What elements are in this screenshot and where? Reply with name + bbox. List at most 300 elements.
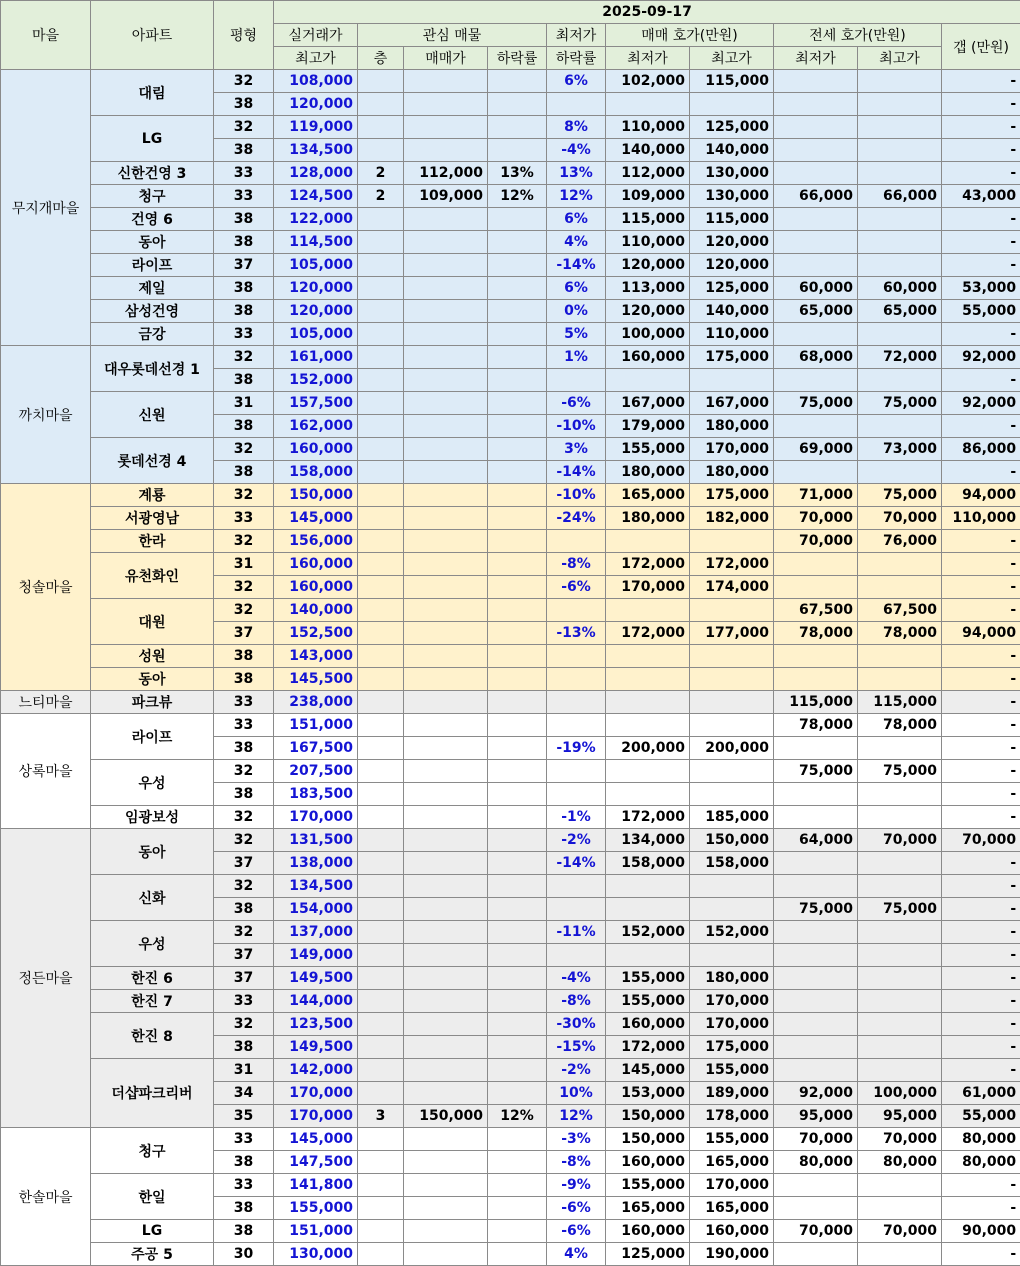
village-name: 상록마을: [1, 714, 91, 829]
table-row: [1, 300, 1020, 323]
drop-rate-cell: [488, 944, 547, 967]
real-price-cell: 147,500: [274, 1151, 358, 1174]
header-jeonse-quote: 전세 호가(만원): [774, 24, 942, 47]
gap-cell: 92,000: [942, 346, 1020, 369]
drop-rate-cell: 13%: [488, 162, 547, 185]
drop-rate-cell: [488, 70, 547, 93]
apt-name: 동아: [91, 668, 214, 691]
trade-low-cell: 160,000: [606, 1151, 690, 1174]
real-price-cell: 154,000: [274, 898, 358, 921]
size-cell: 38: [214, 1220, 274, 1243]
jeonse-low-cell: [774, 1243, 858, 1266]
jeonse-high-cell: 76,000: [858, 530, 942, 553]
apt-name: 한라: [91, 530, 214, 553]
trade-high-cell: [690, 944, 774, 967]
apt-name: 신한건영 3: [91, 162, 214, 185]
table-row: [1, 1059, 1020, 1082]
gap-cell: -: [942, 461, 1020, 484]
jeonse-high-cell: [858, 1013, 942, 1036]
size-cell: 38: [214, 139, 274, 162]
jeonse-high-cell: [858, 852, 942, 875]
min-drop-cell: [547, 599, 606, 622]
jeonse-high-cell: 60,000: [858, 277, 942, 300]
sale-price-cell: [404, 691, 488, 714]
min-drop-cell: -6%: [547, 1197, 606, 1220]
trade-high-cell: 130,000: [690, 162, 774, 185]
gap-cell: -: [942, 875, 1020, 898]
drop-rate-cell: [488, 829, 547, 852]
drop-rate-cell: [488, 806, 547, 829]
drop-rate-cell: [488, 208, 547, 231]
drop-rate-cell: [488, 369, 547, 392]
min-drop-cell: -6%: [547, 1220, 606, 1243]
floor-cell: [358, 1082, 404, 1105]
trade-low-cell: 109,000: [606, 185, 690, 208]
floor-cell: [358, 783, 404, 806]
header-jeonse-low: 최저가: [774, 47, 858, 70]
village-name: 느티마을: [1, 691, 91, 714]
jeonse-low-cell: [774, 990, 858, 1013]
trade-high-cell: 152,000: [690, 921, 774, 944]
table-row: [1, 1128, 1020, 1151]
real-price-cell: 170,000: [274, 1105, 358, 1128]
drop-rate-cell: [488, 921, 547, 944]
gap-cell: -: [942, 714, 1020, 737]
size-cell: 38: [214, 898, 274, 921]
floor-cell: 2: [358, 185, 404, 208]
min-drop-cell: [547, 369, 606, 392]
size-cell: 33: [214, 691, 274, 714]
floor-cell: [358, 576, 404, 599]
size-cell: 32: [214, 484, 274, 507]
apt-name: 파크뷰: [91, 691, 214, 714]
drop-rate-cell: [488, 277, 547, 300]
trade-low-cell: 134,000: [606, 829, 690, 852]
trade-high-cell: 180,000: [690, 967, 774, 990]
trade-low-cell: 180,000: [606, 507, 690, 530]
header-trade-high: 최고가: [690, 47, 774, 70]
apt-name: LG: [91, 116, 214, 162]
size-cell: 38: [214, 645, 274, 668]
size-cell: 37: [214, 967, 274, 990]
drop-rate-cell: [488, 875, 547, 898]
sale-price-cell: [404, 875, 488, 898]
sale-price-cell: [404, 622, 488, 645]
jeonse-high-cell: [858, 323, 942, 346]
jeonse-high-cell: [858, 93, 942, 116]
min-drop-cell: 4%: [547, 231, 606, 254]
gap-cell: -: [942, 1036, 1020, 1059]
gap-cell: -: [942, 139, 1020, 162]
jeonse-high-cell: [858, 231, 942, 254]
min-drop-cell: 6%: [547, 70, 606, 93]
sale-price-cell: [404, 392, 488, 415]
table-row: [1, 990, 1020, 1013]
jeonse-high-cell: [858, 254, 942, 277]
trade-high-cell: [690, 875, 774, 898]
jeonse-low-cell: 68,000: [774, 346, 858, 369]
jeonse-high-cell: 70,000: [858, 1128, 942, 1151]
jeonse-low-cell: [774, 93, 858, 116]
floor-cell: [358, 1243, 404, 1266]
header-trade-quote: 매매 호가(만원): [606, 24, 774, 47]
drop-rate-cell: [488, 622, 547, 645]
trade-high-cell: 177,000: [690, 622, 774, 645]
sale-price-cell: [404, 1013, 488, 1036]
real-price-cell: 120,000: [274, 277, 358, 300]
jeonse-low-cell: [774, 1059, 858, 1082]
jeonse-high-cell: 65,000: [858, 300, 942, 323]
table-row: [1, 829, 1020, 852]
trade-low-cell: 158,000: [606, 852, 690, 875]
jeonse-high-cell: [858, 415, 942, 438]
drop-rate-cell: [488, 553, 547, 576]
trade-high-cell: 182,000: [690, 507, 774, 530]
trade-high-cell: [690, 93, 774, 116]
sale-price-cell: [404, 737, 488, 760]
min-drop-cell: 13%: [547, 162, 606, 185]
real-price-cell: 170,000: [274, 1082, 358, 1105]
trade-low-cell: 165,000: [606, 484, 690, 507]
apt-name: 대림: [91, 70, 214, 116]
jeonse-high-cell: 80,000: [858, 1151, 942, 1174]
min-drop-cell: -30%: [547, 1013, 606, 1036]
jeonse-high-cell: [858, 990, 942, 1013]
trade-high-cell: 175,000: [690, 346, 774, 369]
gap-cell: 55,000: [942, 1105, 1020, 1128]
sale-price-cell: [404, 1128, 488, 1151]
min-drop-cell: -9%: [547, 1174, 606, 1197]
gap-cell: 94,000: [942, 622, 1020, 645]
floor-cell: [358, 1174, 404, 1197]
table-row: [1, 254, 1020, 277]
sale-price-cell: [404, 852, 488, 875]
size-cell: 37: [214, 944, 274, 967]
sale-price-cell: [404, 438, 488, 461]
trade-low-cell: 152,000: [606, 921, 690, 944]
gap-cell: -: [942, 116, 1020, 139]
drop-rate-cell: [488, 737, 547, 760]
trade-low-cell: 172,000: [606, 553, 690, 576]
apt-name: 동아: [91, 231, 214, 254]
drop-rate-cell: [488, 346, 547, 369]
jeonse-high-cell: 75,000: [858, 760, 942, 783]
trade-high-cell: [690, 530, 774, 553]
sale-price-cell: [404, 760, 488, 783]
jeonse-high-cell: 75,000: [858, 898, 942, 921]
trade-high-cell: [690, 783, 774, 806]
table-row: [1, 714, 1020, 737]
drop-rate-cell: [488, 231, 547, 254]
floor-cell: [358, 852, 404, 875]
header-interest: 관심 매물: [358, 24, 547, 47]
sale-price-cell: [404, 1174, 488, 1197]
min-drop-cell: -10%: [547, 415, 606, 438]
drop-rate-cell: [488, 898, 547, 921]
trade-low-cell: [606, 645, 690, 668]
gap-cell: -: [942, 1197, 1020, 1220]
jeonse-low-cell: 60,000: [774, 277, 858, 300]
drop-rate-cell: [488, 1036, 547, 1059]
size-cell: 38: [214, 415, 274, 438]
trade-high-cell: 115,000: [690, 70, 774, 93]
trade-low-cell: 165,000: [606, 1197, 690, 1220]
sale-price-cell: [404, 116, 488, 139]
gap-cell: 53,000: [942, 277, 1020, 300]
min-drop-cell: [547, 783, 606, 806]
floor-cell: [358, 1197, 404, 1220]
min-drop-cell: -8%: [547, 990, 606, 1013]
min-drop-cell: -24%: [547, 507, 606, 530]
floor-cell: [358, 829, 404, 852]
floor-cell: [358, 1013, 404, 1036]
min-drop-cell: [547, 93, 606, 116]
jeonse-low-cell: 66,000: [774, 185, 858, 208]
size-cell: 38: [214, 208, 274, 231]
gap-cell: -: [942, 231, 1020, 254]
jeonse-high-cell: 73,000: [858, 438, 942, 461]
drop-rate-cell: [488, 323, 547, 346]
jeonse-low-cell: 65,000: [774, 300, 858, 323]
size-cell: 32: [214, 875, 274, 898]
header-sale-price: 매매가: [404, 47, 488, 70]
real-price-cell: 140,000: [274, 599, 358, 622]
real-price-cell: 143,000: [274, 645, 358, 668]
header-real-top: 실거래가: [274, 24, 358, 47]
drop-rate-cell: [488, 1013, 547, 1036]
min-drop-cell: [547, 691, 606, 714]
gap-cell: -: [942, 162, 1020, 185]
sale-price-cell: [404, 461, 488, 484]
gap-cell: -: [942, 967, 1020, 990]
drop-rate-cell: [488, 1174, 547, 1197]
size-cell: 34: [214, 1082, 274, 1105]
sale-price-cell: [404, 898, 488, 921]
table-row: [1, 530, 1020, 553]
apt-name: 우성: [91, 760, 214, 806]
real-price-cell: 151,000: [274, 1220, 358, 1243]
jeonse-low-cell: [774, 231, 858, 254]
gap-cell: 70,000: [942, 829, 1020, 852]
jeonse-low-cell: [774, 461, 858, 484]
jeonse-high-cell: [858, 461, 942, 484]
trade-low-cell: 110,000: [606, 116, 690, 139]
apt-name: 건영 6: [91, 208, 214, 231]
min-drop-cell: 3%: [547, 438, 606, 461]
trade-low-cell: [606, 369, 690, 392]
size-cell: 32: [214, 70, 274, 93]
real-price-cell: 120,000: [274, 93, 358, 116]
sale-price-cell: [404, 1220, 488, 1243]
trade-low-cell: [606, 714, 690, 737]
min-drop-cell: [547, 944, 606, 967]
jeonse-high-cell: [858, 162, 942, 185]
real-price-cell: 137,000: [274, 921, 358, 944]
apt-name: 대우롯데선경 1: [91, 346, 214, 392]
drop-rate-cell: [488, 1220, 547, 1243]
gap-cell: -: [942, 944, 1020, 967]
size-cell: 32: [214, 576, 274, 599]
drop-rate-cell: [488, 1243, 547, 1266]
sale-price-cell: [404, 231, 488, 254]
trade-high-cell: 174,000: [690, 576, 774, 599]
sale-price-cell: [404, 369, 488, 392]
jeonse-low-cell: 71,000: [774, 484, 858, 507]
gap-cell: 90,000: [942, 1220, 1020, 1243]
min-drop-cell: [547, 898, 606, 921]
jeonse-low-cell: 70,000: [774, 1220, 858, 1243]
apt-name: 한진 6: [91, 967, 214, 990]
jeonse-high-cell: [858, 1174, 942, 1197]
gap-cell: 55,000: [942, 300, 1020, 323]
gap-cell: 110,000: [942, 507, 1020, 530]
size-cell: 32: [214, 438, 274, 461]
min-drop-cell: 6%: [547, 277, 606, 300]
gap-cell: -: [942, 806, 1020, 829]
table-row: [1, 162, 1020, 185]
jeonse-low-cell: [774, 645, 858, 668]
trade-high-cell: 120,000: [690, 254, 774, 277]
drop-rate-cell: [488, 1059, 547, 1082]
jeonse-high-cell: [858, 139, 942, 162]
trade-high-cell: 125,000: [690, 277, 774, 300]
real-price-cell: 161,000: [274, 346, 358, 369]
jeonse-low-cell: [774, 553, 858, 576]
min-drop-cell: [547, 645, 606, 668]
size-cell: 32: [214, 1013, 274, 1036]
trade-low-cell: [606, 783, 690, 806]
gap-cell: 43,000: [942, 185, 1020, 208]
real-price-cell: 144,000: [274, 990, 358, 1013]
floor-cell: [358, 668, 404, 691]
size-cell: 30: [214, 1243, 274, 1266]
trade-low-cell: 160,000: [606, 1220, 690, 1243]
header-drop-rate: 하락률: [488, 47, 547, 70]
jeonse-low-cell: [774, 254, 858, 277]
real-price-cell: 150,000: [274, 484, 358, 507]
floor-cell: [358, 277, 404, 300]
real-price-cell: 238,000: [274, 691, 358, 714]
trade-high-cell: 160,000: [690, 1220, 774, 1243]
apt-name: 서광영남: [91, 507, 214, 530]
gap-cell: -: [942, 737, 1020, 760]
min-drop-cell: 5%: [547, 323, 606, 346]
floor-cell: [358, 990, 404, 1013]
trade-low-cell: 172,000: [606, 1036, 690, 1059]
table-row: [1, 691, 1020, 714]
apt-name: 한진 8: [91, 1013, 214, 1059]
drop-rate-cell: [488, 415, 547, 438]
trade-low-cell: [606, 944, 690, 967]
sale-price-cell: [404, 254, 488, 277]
table-body: [1, 70, 1020, 1266]
trade-low-cell: 170,000: [606, 576, 690, 599]
floor-cell: [358, 415, 404, 438]
header-gap: 갭 (만원): [942, 24, 1020, 70]
floor-cell: [358, 944, 404, 967]
gap-cell: -: [942, 323, 1020, 346]
trade-low-cell: 155,000: [606, 1174, 690, 1197]
sale-price-cell: [404, 829, 488, 852]
drop-rate-cell: [488, 139, 547, 162]
trade-high-cell: 189,000: [690, 1082, 774, 1105]
gap-cell: -: [942, 645, 1020, 668]
jeonse-high-cell: 78,000: [858, 622, 942, 645]
trade-low-cell: 200,000: [606, 737, 690, 760]
drop-rate-cell: [488, 116, 547, 139]
jeonse-high-cell: [858, 875, 942, 898]
jeonse-low-cell: 75,000: [774, 392, 858, 415]
gap-cell: -: [942, 852, 1020, 875]
size-cell: 32: [214, 599, 274, 622]
size-cell: 32: [214, 760, 274, 783]
jeonse-low-cell: 69,000: [774, 438, 858, 461]
floor-cell: [358, 1059, 404, 1082]
floor-cell: [358, 507, 404, 530]
trade-low-cell: [606, 530, 690, 553]
real-price-cell: 170,000: [274, 806, 358, 829]
sale-price-cell: [404, 921, 488, 944]
floor-cell: [358, 484, 404, 507]
trade-high-cell: [690, 369, 774, 392]
gap-cell: -: [942, 1059, 1020, 1082]
trade-high-cell: [690, 898, 774, 921]
jeonse-low-cell: 70,000: [774, 507, 858, 530]
drop-rate-cell: [488, 852, 547, 875]
drop-rate-cell: [488, 438, 547, 461]
trade-low-cell: 100,000: [606, 323, 690, 346]
sale-price-cell: [404, 1036, 488, 1059]
jeonse-low-cell: 75,000: [774, 898, 858, 921]
trade-high-cell: 178,000: [690, 1105, 774, 1128]
trade-high-cell: 150,000: [690, 829, 774, 852]
apt-name: 라이프: [91, 254, 214, 277]
real-price-cell: 130,000: [274, 1243, 358, 1266]
header-jeonse-high: 최고가: [858, 47, 942, 70]
drop-rate-cell: [488, 93, 547, 116]
floor-cell: [358, 921, 404, 944]
size-cell: 37: [214, 254, 274, 277]
gap-cell: 94,000: [942, 484, 1020, 507]
trade-low-cell: 140,000: [606, 139, 690, 162]
apt-name: 임광보성: [91, 806, 214, 829]
jeonse-low-cell: [774, 967, 858, 990]
table-row: [1, 392, 1020, 415]
trade-low-cell: 167,000: [606, 392, 690, 415]
trade-low-cell: 125,000: [606, 1243, 690, 1266]
drop-rate-cell: [488, 967, 547, 990]
jeonse-high-cell: 70,000: [858, 507, 942, 530]
floor-cell: [358, 93, 404, 116]
trade-high-cell: 175,000: [690, 484, 774, 507]
trade-low-cell: 120,000: [606, 300, 690, 323]
sale-price-cell: [404, 70, 488, 93]
gap-cell: -: [942, 1013, 1020, 1036]
jeonse-high-cell: [858, 1036, 942, 1059]
floor-cell: [358, 760, 404, 783]
drop-rate-cell: [488, 760, 547, 783]
jeonse-high-cell: [858, 70, 942, 93]
gap-cell: -: [942, 530, 1020, 553]
min-drop-cell: [547, 530, 606, 553]
floor-cell: [358, 461, 404, 484]
sale-price-cell: 150,000: [404, 1105, 488, 1128]
drop-rate-cell: [488, 576, 547, 599]
trade-high-cell: 167,000: [690, 392, 774, 415]
trade-low-cell: 160,000: [606, 1013, 690, 1036]
table-row: [1, 921, 1020, 944]
table-row: [1, 208, 1020, 231]
